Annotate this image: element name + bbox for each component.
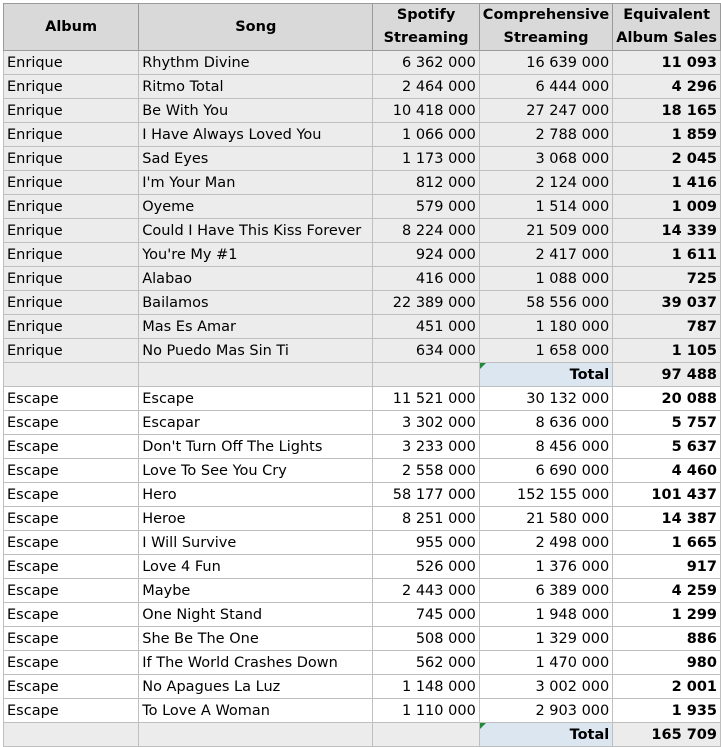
comprehensive-cell: 1 514 000 [479, 195, 612, 219]
total-row [4, 363, 721, 387]
comprehensive-cell: 8 636 000 [479, 411, 612, 435]
comprehensive-cell: 1 948 000 [479, 603, 612, 627]
comprehensive-cell: 1 088 000 [479, 267, 612, 291]
table-row [4, 555, 721, 579]
comprehensive-cell: 27 247 000 [479, 99, 612, 123]
album-cell: Escape [4, 699, 139, 723]
equivalent-cell: 980 [613, 651, 721, 675]
table-row [4, 435, 721, 459]
empty-cell [139, 363, 373, 387]
table-row [4, 459, 721, 483]
comprehensive-cell: 2 498 000 [479, 531, 612, 555]
album-cell: Enrique [4, 267, 139, 291]
spotify-cell: 1 110 000 [373, 699, 479, 723]
album-cell: Enrique [4, 147, 139, 171]
header-equivalent-line1: Equivalent [623, 7, 711, 23]
song-cell: Heroe [139, 507, 373, 531]
table-body [4, 51, 721, 747]
spotify-cell: 58 177 000 [373, 483, 479, 507]
spotify-cell: 8 251 000 [373, 507, 479, 531]
song-cell: Alabao [139, 267, 373, 291]
equivalent-cell: 5 757 [613, 411, 721, 435]
album-cell: Enrique [4, 51, 139, 75]
album-cell: Escape [4, 483, 139, 507]
spotify-cell: 451 000 [373, 315, 479, 339]
equivalent-cell: 101 437 [613, 483, 721, 507]
equivalent-cell: 886 [613, 627, 721, 651]
table-row [4, 291, 721, 315]
album-cell: Enrique [4, 171, 139, 195]
spotify-cell: 6 362 000 [373, 51, 479, 75]
table-row [4, 315, 721, 339]
spotify-cell: 3 302 000 [373, 411, 479, 435]
song-cell: I Have Always Loved You [139, 123, 373, 147]
table-row [4, 75, 721, 99]
album-cell: Escape [4, 531, 139, 555]
equivalent-cell: 2 045 [613, 147, 721, 171]
equivalent-cell: 1 299 [613, 603, 721, 627]
album-cell: Escape [4, 411, 139, 435]
equivalent-cell: 1 859 [613, 123, 721, 147]
song-cell: Sad Eyes [139, 147, 373, 171]
album-cell: Enrique [4, 339, 139, 363]
album-cell: Escape [4, 579, 139, 603]
spotify-cell: 745 000 [373, 603, 479, 627]
header-equivalent-line2: Album Sales [616, 30, 717, 46]
comprehensive-cell: 6 690 000 [479, 459, 612, 483]
comprehensive-cell: 2 788 000 [479, 123, 612, 147]
table-row [4, 675, 721, 699]
equivalent-cell: 14 387 [613, 507, 721, 531]
song-cell: She Be The One [139, 627, 373, 651]
equivalent-cell: 725 [613, 267, 721, 291]
album-cell: Escape [4, 435, 139, 459]
song-cell: Mas Es Amar [139, 315, 373, 339]
equivalent-cell: 18 165 [613, 99, 721, 123]
equivalent-cell: 1 416 [613, 171, 721, 195]
table-row [4, 219, 721, 243]
table-row [4, 171, 721, 195]
song-cell: Ritmo Total [139, 75, 373, 99]
comprehensive-cell: 1 180 000 [479, 315, 612, 339]
album-cell: Enrique [4, 123, 139, 147]
album-cell: Enrique [4, 75, 139, 99]
album-cell: Enrique [4, 291, 139, 315]
table-row [4, 651, 721, 675]
total-value: 97 488 [613, 363, 721, 387]
header-row [4, 4, 721, 51]
album-cell: Enrique [4, 219, 139, 243]
total-label: Total [479, 723, 612, 747]
equivalent-cell: 14 339 [613, 219, 721, 243]
comprehensive-cell: 16 639 000 [479, 51, 612, 75]
song-cell: Love 4 Fun [139, 555, 373, 579]
album-cell: Escape [4, 555, 139, 579]
empty-cell [139, 723, 373, 747]
song-cell: You're My #1 [139, 243, 373, 267]
song-cell: No Apagues La Luz [139, 675, 373, 699]
song-cell: Be With You [139, 99, 373, 123]
album-cell: Escape [4, 675, 139, 699]
song-cell: Escapar [139, 411, 373, 435]
spotify-cell: 924 000 [373, 243, 479, 267]
spotify-cell: 1 173 000 [373, 147, 479, 171]
album-cell: Escape [4, 627, 139, 651]
table-row [4, 339, 721, 363]
header-comprehensive-line1: Comprehensive [482, 7, 610, 23]
comprehensive-cell: 3 068 000 [479, 147, 612, 171]
comprehensive-cell: 2 124 000 [479, 171, 612, 195]
header-comprehensive [479, 4, 612, 51]
song-cell: Hero [139, 483, 373, 507]
header-album: Album [4, 4, 139, 51]
table-row [4, 507, 721, 531]
equivalent-cell: 1 665 [613, 531, 721, 555]
album-cell: Escape [4, 603, 139, 627]
album-cell: Enrique [4, 99, 139, 123]
album-cell: Escape [4, 459, 139, 483]
streaming-table [3, 3, 721, 747]
total-label: Total [479, 363, 612, 387]
equivalent-cell: 1 935 [613, 699, 721, 723]
spotify-cell: 2 443 000 [373, 579, 479, 603]
equivalent-cell: 11 093 [613, 51, 721, 75]
table-row [4, 267, 721, 291]
comprehensive-cell: 1 658 000 [479, 339, 612, 363]
table-row [4, 411, 721, 435]
spotify-cell: 1 066 000 [373, 123, 479, 147]
spotify-cell: 10 418 000 [373, 99, 479, 123]
empty-cell [4, 363, 139, 387]
table-row [4, 147, 721, 171]
equivalent-cell: 2 001 [613, 675, 721, 699]
header-song: Song [139, 4, 373, 51]
spotify-cell: 416 000 [373, 267, 479, 291]
header-equivalent [613, 4, 721, 51]
song-cell: Escape [139, 387, 373, 411]
comprehensive-cell: 8 456 000 [479, 435, 612, 459]
spotify-cell: 562 000 [373, 651, 479, 675]
song-cell: Maybe [139, 579, 373, 603]
song-cell: I Will Survive [139, 531, 373, 555]
spotify-cell: 2 558 000 [373, 459, 479, 483]
equivalent-cell: 1 611 [613, 243, 721, 267]
spotify-cell: 526 000 [373, 555, 479, 579]
table-row [4, 99, 721, 123]
spotify-cell: 8 224 000 [373, 219, 479, 243]
equivalent-cell: 917 [613, 555, 721, 579]
table-row [4, 483, 721, 507]
equivalent-cell: 4 296 [613, 75, 721, 99]
spotify-cell: 2 464 000 [373, 75, 479, 99]
equivalent-cell: 1 009 [613, 195, 721, 219]
spotify-cell: 955 000 [373, 531, 479, 555]
song-cell: Could I Have This Kiss Forever [139, 219, 373, 243]
table-row [4, 627, 721, 651]
song-cell: To Love A Woman [139, 699, 373, 723]
comprehensive-cell: 1 470 000 [479, 651, 612, 675]
comprehensive-cell: 6 444 000 [479, 75, 612, 99]
comprehensive-cell: 152 155 000 [479, 483, 612, 507]
table-row [4, 603, 721, 627]
comprehensive-cell: 1 329 000 [479, 627, 612, 651]
comprehensive-cell: 21 580 000 [479, 507, 612, 531]
song-cell: If The World Crashes Down [139, 651, 373, 675]
comprehensive-cell: 2 903 000 [479, 699, 612, 723]
comprehensive-cell: 6 389 000 [479, 579, 612, 603]
comprehensive-cell: 30 132 000 [479, 387, 612, 411]
spotify-cell: 11 521 000 [373, 387, 479, 411]
equivalent-cell: 787 [613, 315, 721, 339]
spotify-cell: 508 000 [373, 627, 479, 651]
song-cell: Love To See You Cry [139, 459, 373, 483]
comprehensive-cell: 21 509 000 [479, 219, 612, 243]
song-cell: No Puedo Mas Sin Ti [139, 339, 373, 363]
album-cell: Enrique [4, 243, 139, 267]
spotify-cell: 812 000 [373, 171, 479, 195]
comprehensive-cell: 3 002 000 [479, 675, 612, 699]
header-spotify [373, 4, 479, 51]
table-row [4, 123, 721, 147]
header-spotify-line2: Streaming [383, 30, 469, 46]
spotify-cell: 22 389 000 [373, 291, 479, 315]
table-row [4, 699, 721, 723]
total-value: 165 709 [613, 723, 721, 747]
total-row [4, 723, 721, 747]
comprehensive-cell: 2 417 000 [479, 243, 612, 267]
equivalent-cell: 20 088 [613, 387, 721, 411]
table-row [4, 387, 721, 411]
equivalent-cell: 39 037 [613, 291, 721, 315]
album-cell: Enrique [4, 315, 139, 339]
empty-cell [373, 363, 479, 387]
equivalent-cell: 4 259 [613, 579, 721, 603]
album-cell: Escape [4, 507, 139, 531]
song-cell: I'm Your Man [139, 171, 373, 195]
spotify-cell: 1 148 000 [373, 675, 479, 699]
song-cell: One Night Stand [139, 603, 373, 627]
table-row [4, 243, 721, 267]
empty-cell [4, 723, 139, 747]
header-comprehensive-line2: Streaming [503, 30, 589, 46]
song-cell: Rhythm Divine [139, 51, 373, 75]
equivalent-cell: 4 460 [613, 459, 721, 483]
equivalent-cell: 5 637 [613, 435, 721, 459]
song-cell: Don't Turn Off The Lights [139, 435, 373, 459]
table-row [4, 51, 721, 75]
equivalent-cell: 1 105 [613, 339, 721, 363]
table-row [4, 579, 721, 603]
album-cell: Enrique [4, 195, 139, 219]
header-spotify-line1: Spotify [396, 7, 456, 23]
song-cell: Oyeme [139, 195, 373, 219]
comprehensive-cell: 58 556 000 [479, 291, 612, 315]
comprehensive-cell: 1 376 000 [479, 555, 612, 579]
spotify-cell: 579 000 [373, 195, 479, 219]
table-row [4, 195, 721, 219]
table-row [4, 531, 721, 555]
album-cell: Escape [4, 387, 139, 411]
spotify-cell: 634 000 [373, 339, 479, 363]
spotify-cell: 3 233 000 [373, 435, 479, 459]
song-cell: Bailamos [139, 291, 373, 315]
album-cell: Escape [4, 651, 139, 675]
empty-cell [373, 723, 479, 747]
